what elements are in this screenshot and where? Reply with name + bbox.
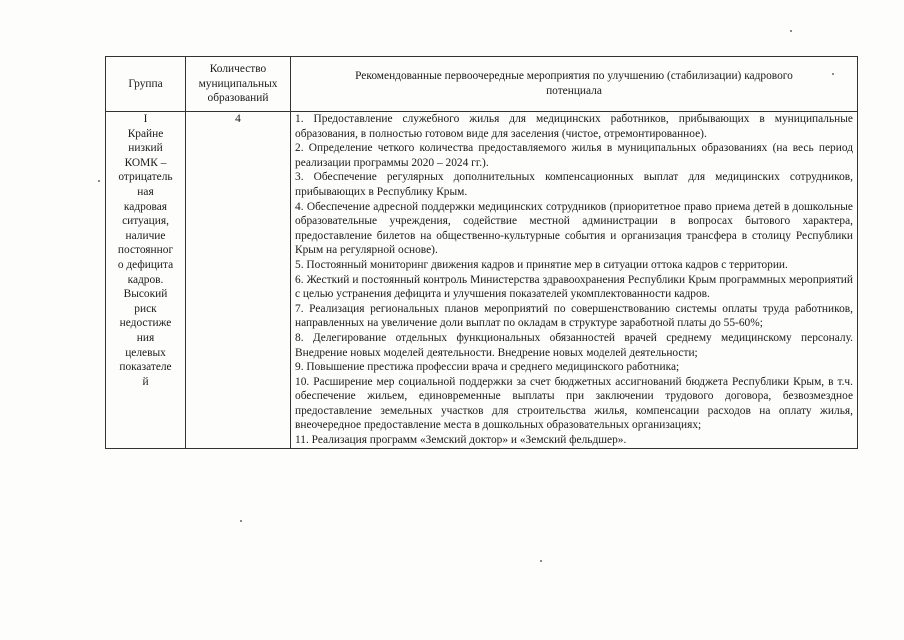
measure-item: 2. Определение четкого количества предоставляемого жилья в муниципальных образованиях (на весь период реализации программы 2020 – 2024 гг.). <box>295 142 853 169</box>
group-line: КОМК – <box>124 156 167 169</box>
group-line: низкий <box>128 142 163 155</box>
group-line: риск <box>134 302 157 315</box>
recommendations-table <box>105 56 858 449</box>
measure-item: 10. Расширение мер социальной поддержки за счет бюджетных ассигнований бюджета Республики Крым, в т.ч. обеспечение жильем, единовременные выплаты при заключении трудового договора, безвозмездное предоставление земельных участков для строительства жилья, компенсации расходов на оплату жилья, внеочередное предоставление места в дошкольных образовательных организациях; <box>295 375 853 432</box>
scan-speck <box>790 30 792 32</box>
group-line: кадров. <box>127 273 164 286</box>
measure-item: 3. Обеспечение регулярных дополнительных компенсационных выплат для медицинских сотрудников, прибывающих в Республику Крым. <box>295 171 853 198</box>
group-line: постоянног <box>117 244 174 257</box>
group-cell <box>106 112 186 449</box>
measure-item: 5. Постоянный мониторинг движения кадров и принятие мер в ситуации оттока кадров с территории. <box>295 258 788 271</box>
group-line: отрицатель <box>118 171 173 184</box>
scan-speck <box>98 180 100 182</box>
group-line: ситуация, <box>122 215 169 228</box>
group-line: I <box>143 113 148 125</box>
measure-item: 11. Реализация программ «Земский доктор» и «Земский фельдшер». <box>295 434 627 447</box>
group-line: кадровая <box>123 200 168 213</box>
measure-item: 8. Делегирование отдельных функциональных обязанностей врачей среднему медицинскому персоналу. Внедрение новых моделей деятельности. Внедрение новых моделей деятельности; <box>295 331 853 359</box>
group-line: ния <box>136 331 155 344</box>
measure-item: 4. Обеспечение адресной поддержки медицинских сотрудников (приоритетное право приема детей в дошкольные образовательные учреждения, содействие местной администрации в вопросах бытового характера, предоставление билетов на общественно-культурные события и организация трансфера в столицу Республики Крым на регулярной основе). <box>295 200 853 257</box>
group-line: й <box>142 375 149 388</box>
header-count: Количество муниципальных образований <box>186 57 291 112</box>
measures-cell <box>291 112 858 449</box>
header-measures: Рекомендованные первоочередные мероприятия по улучшению (стабилизации) кадрового потенциала <box>291 57 858 112</box>
group-line: о дефицита <box>117 258 174 271</box>
scan-speck <box>540 560 542 562</box>
group-line: наличие <box>125 229 166 242</box>
scan-speck <box>832 73 834 75</box>
measure-item: 6. Жесткий и постоянный контроль Министерства здравоохранения Республики Крым программных мероприятий с целью устранения дефицита и улучшения показателей укомплектованности кадров. <box>295 273 853 301</box>
scan-speck <box>240 520 242 522</box>
group-line: Высокий <box>123 288 168 301</box>
header-group: Группа <box>106 57 186 112</box>
group-line: целевых <box>125 346 166 359</box>
group-line: Крайне <box>127 127 164 140</box>
group-line: показателе <box>119 361 172 374</box>
measure-item: 9. Повышение престижа профессии врача и среднего медицинского работника; <box>295 361 680 374</box>
table-header-row <box>106 57 858 112</box>
measure-item: 1. Предоставление служебного жилья для медицинских работников, прибывающих в муниципальные образования, в полностью готовом виде для заселения (чистое, отремонтированное). <box>295 113 853 140</box>
measure-item: 7. Реализация региональных планов мероприятий по совершенствованию системы оплаты труда работников, направленных на увеличение доли выплат по окладам в структуре заработной платы до 55-60%; <box>295 302 853 330</box>
group-line: ная <box>137 185 154 198</box>
count-cell: 4 <box>186 112 291 449</box>
group-line: недостиже <box>119 317 172 330</box>
table-row <box>106 112 858 449</box>
